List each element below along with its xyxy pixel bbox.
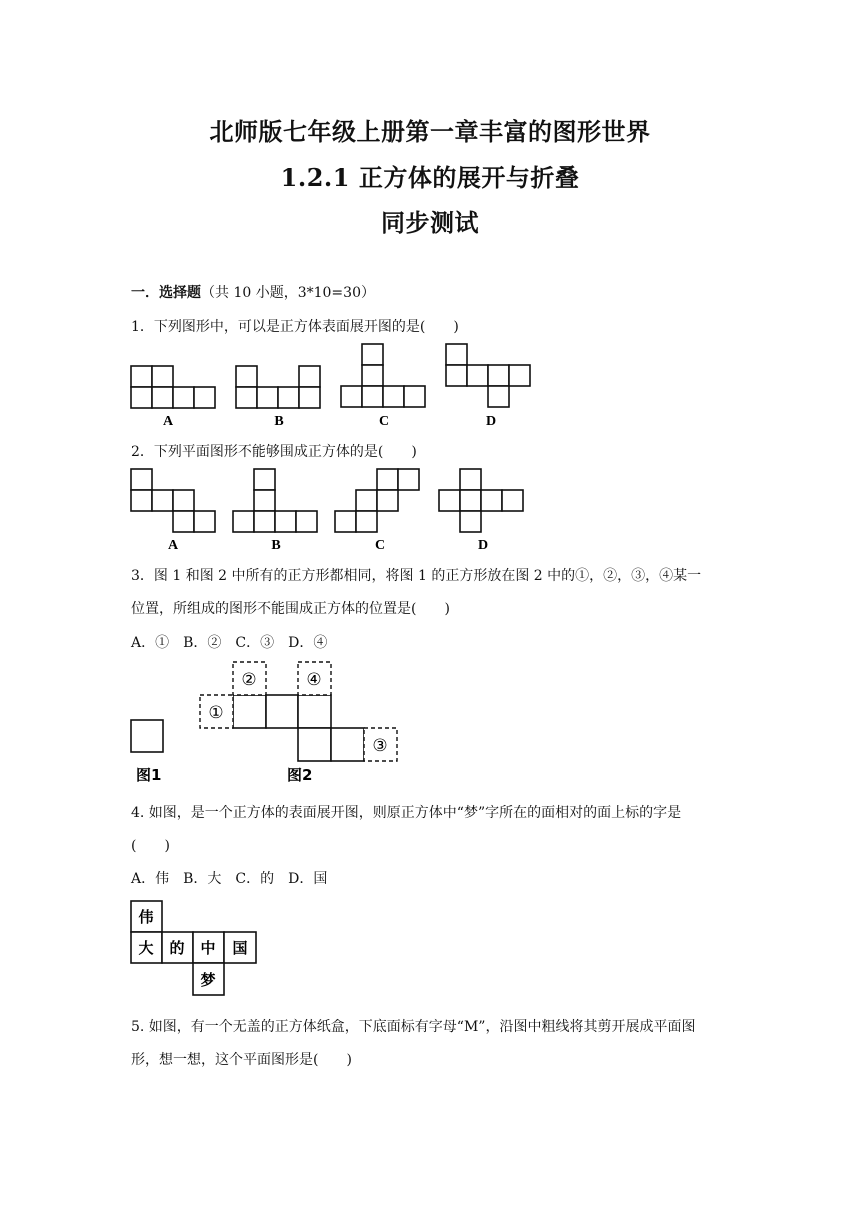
mark-4: ④ xyxy=(306,670,322,689)
q1-text: 1．下列图形中，可以是正方体表面展开图的是( ) xyxy=(131,319,459,335)
mark-3: ③ xyxy=(372,736,388,755)
doc-title-line3: 同步测试 xyxy=(381,208,479,237)
q4-text-line1: 4. 如图，是一个正方体的表面展开图，则原正方体中“梦”字所在的面相对的面上标的字是 xyxy=(131,805,682,821)
section-heading: 一．选择题 xyxy=(131,285,201,301)
mark-2: ② xyxy=(241,670,257,689)
net-char-wei: 伟 xyxy=(138,908,154,926)
fig2-label: 图2 xyxy=(287,766,313,784)
doc-title-line2: 1.2.1 正方体的展开与折叠 xyxy=(280,163,580,192)
q3-text-line2: 位置，所组成的图形不能围成正方体的位置是( ) xyxy=(131,601,450,617)
q2-text: 2．下列平面图形不能够围成正方体的是( ) xyxy=(131,444,417,460)
q4-text-line2: ( ) xyxy=(131,838,170,854)
net-char-de: 的 xyxy=(169,939,185,957)
q5-text-line2: 形，想一想，这个平面图形是( ) xyxy=(131,1052,352,1068)
mark-1: ① xyxy=(208,703,224,722)
q3-text-line1: 3．图 1 和图 2 中所有的正方形都相同，将图 1 的正方形放在图 2 中的①，②，③，④某一 xyxy=(131,568,702,584)
q2-label-b: B xyxy=(271,538,281,553)
section-note: （共 10 小题，3*10=30） xyxy=(201,285,375,301)
doc-title-line1: 北师版七年级上册第一章丰富的图形世界 xyxy=(209,117,651,146)
q1-label-b: B xyxy=(274,414,284,429)
q1-label-d: D xyxy=(485,414,497,429)
fig1-label: 图1 xyxy=(136,766,162,784)
q1-label-c: C xyxy=(378,414,390,429)
net-char-meng: 梦 xyxy=(200,971,216,989)
q4-choices: A．伟 B．大 C．的 D．国 xyxy=(131,871,328,887)
q2-label-a: A xyxy=(167,538,179,553)
q3-choices: A．① B．② C．③ D．④ xyxy=(131,635,328,651)
q2-label-d: D xyxy=(477,538,489,553)
net-char-guo: 国 xyxy=(232,939,248,957)
q5-text-line1: 5. 如图，有一个无盖的正方体纸盒，下底面标有字母“M”，沿图中粗线将其剪开展成平面图 xyxy=(131,1019,696,1035)
q1-label-a: A xyxy=(162,414,174,429)
q2-label-c: C xyxy=(374,538,386,553)
net-char-zhong: 中 xyxy=(200,939,216,957)
net-char-da: 大 xyxy=(138,939,154,957)
